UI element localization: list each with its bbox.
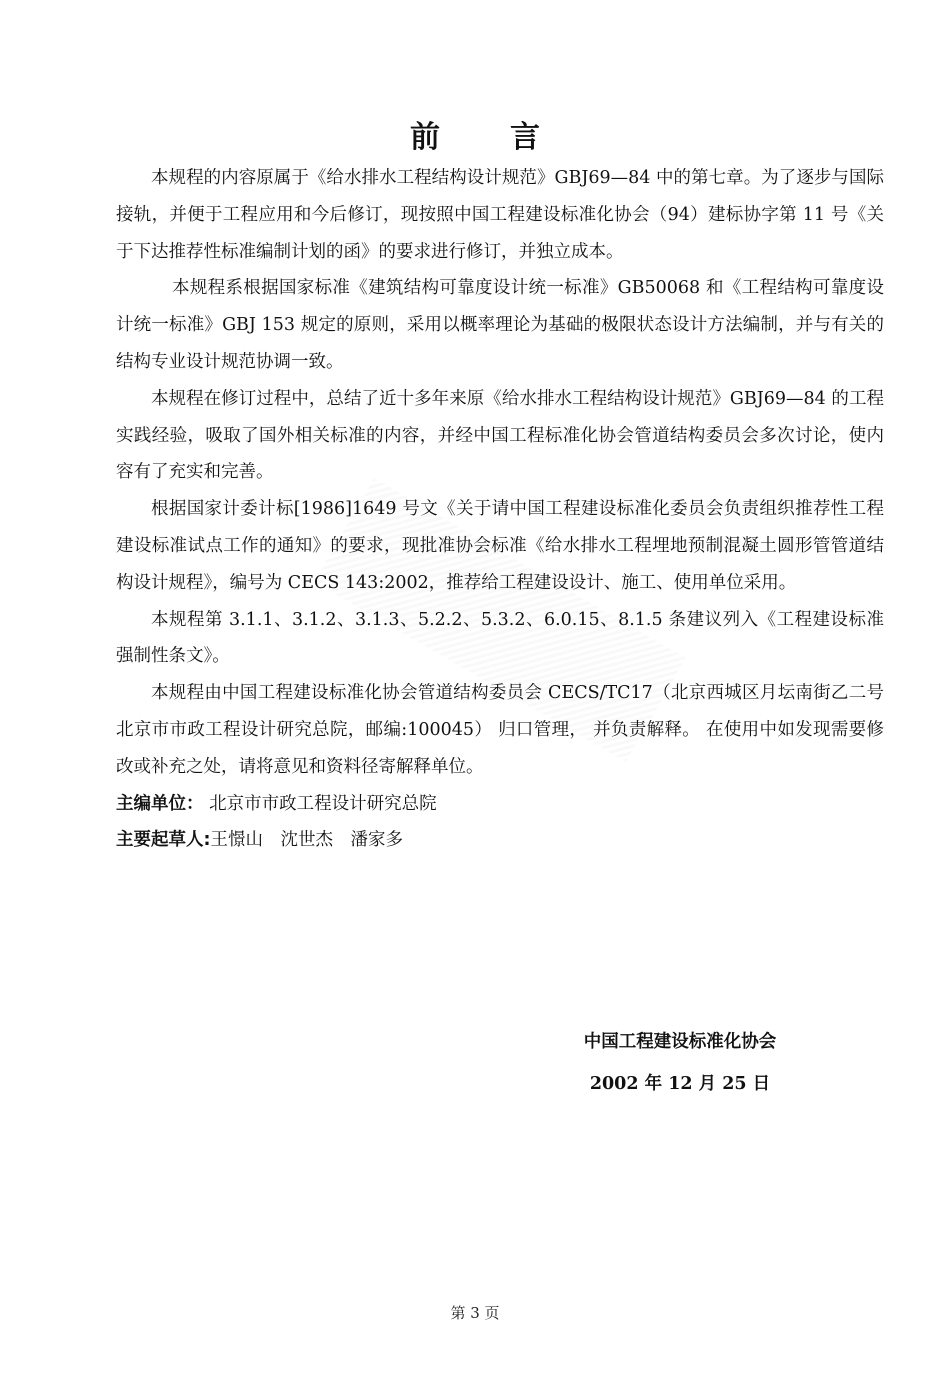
editor-line bbox=[116, 786, 884, 823]
drafters-line bbox=[116, 822, 884, 859]
paragraph-5: 本规程第 3.1.1、3.1.2、3.1.3、5.2.2、5.3.2、6.0.15、8.1.5 条建议列入《工程建设标准强制性条文》。 bbox=[116, 609, 884, 667]
drafters-value: 王憬山 沈世杰 潘家多 bbox=[210, 830, 403, 851]
signature-organization: 中国工程建设标准化协会 bbox=[583, 1032, 777, 1052]
paragraph-3: 本规程在修订过程中，总结了近十多年来原《给水排水工程结构设计规范》GBJ69—84 的工程实践经验，吸取了国外相关标准的内容，并经中国工程标准化协会管道结构委员会多次讨论，使内容有了充实和完善。 bbox=[116, 388, 884, 483]
editor-value: 北京市市政工程设计研究总院 bbox=[209, 793, 437, 814]
paragraph-4: 根据国家计委计标[1986]1649 号文《关于请中国工程建设标准化委员会负责组织推荐性工程建设标准试点工作的通知》的要求，现批准协会标准《给水排水工程埋地预制混凝土圆形管管道结构设计规程》，编号为 CECS 143:2002，推荐给工程建设设计、施工、使用单位采用。 bbox=[116, 499, 884, 593]
preface-body bbox=[116, 160, 884, 859]
title-char-1: 前 bbox=[410, 120, 440, 155]
title-char-2: 言 bbox=[510, 120, 540, 155]
paragraph-2: 本规程系根据国家标准《建筑结构可靠度设计统一标准》GB50068 和《工程结构可靠度设计统一标准》GBJ 153 规定的原则，采用以概率理论为基础的极限状态设计方法编制，并与有关的结构专业设计规范协调一致。 bbox=[116, 278, 884, 372]
paragraph-1: 本规程的内容原属于《给水排水工程结构设计规范》GBJ69—84 中的第七章。为了逐步与国际接轨，并便于工程应用和今后修订，现按照中国工程建设标准化协会（94）建标协字第 11 号《关于下达推荐性标准编制计划的函》的要求进行修订，并独立成本。 bbox=[116, 168, 884, 262]
page-number: 第 3 页 bbox=[450, 1304, 500, 1322]
page-title bbox=[0, 112, 950, 156]
drafters-label: 主要起草人: bbox=[116, 830, 211, 851]
paragraph-6: 本规程由中国工程建设标准化协会管道结构委员会 CECS/TC17（北京西城区月坛南街乙二号 北京市市政工程设计研究总院，邮编:100045） 归口管理， 并负责解释。 在使用中如发现需要修改或补充之处，请将意见和资料径寄解释单位。 bbox=[116, 683, 884, 777]
editor-label: 主编单位： bbox=[116, 793, 204, 814]
signature-date: 2002 年 12 月 25 日 bbox=[589, 1074, 771, 1094]
